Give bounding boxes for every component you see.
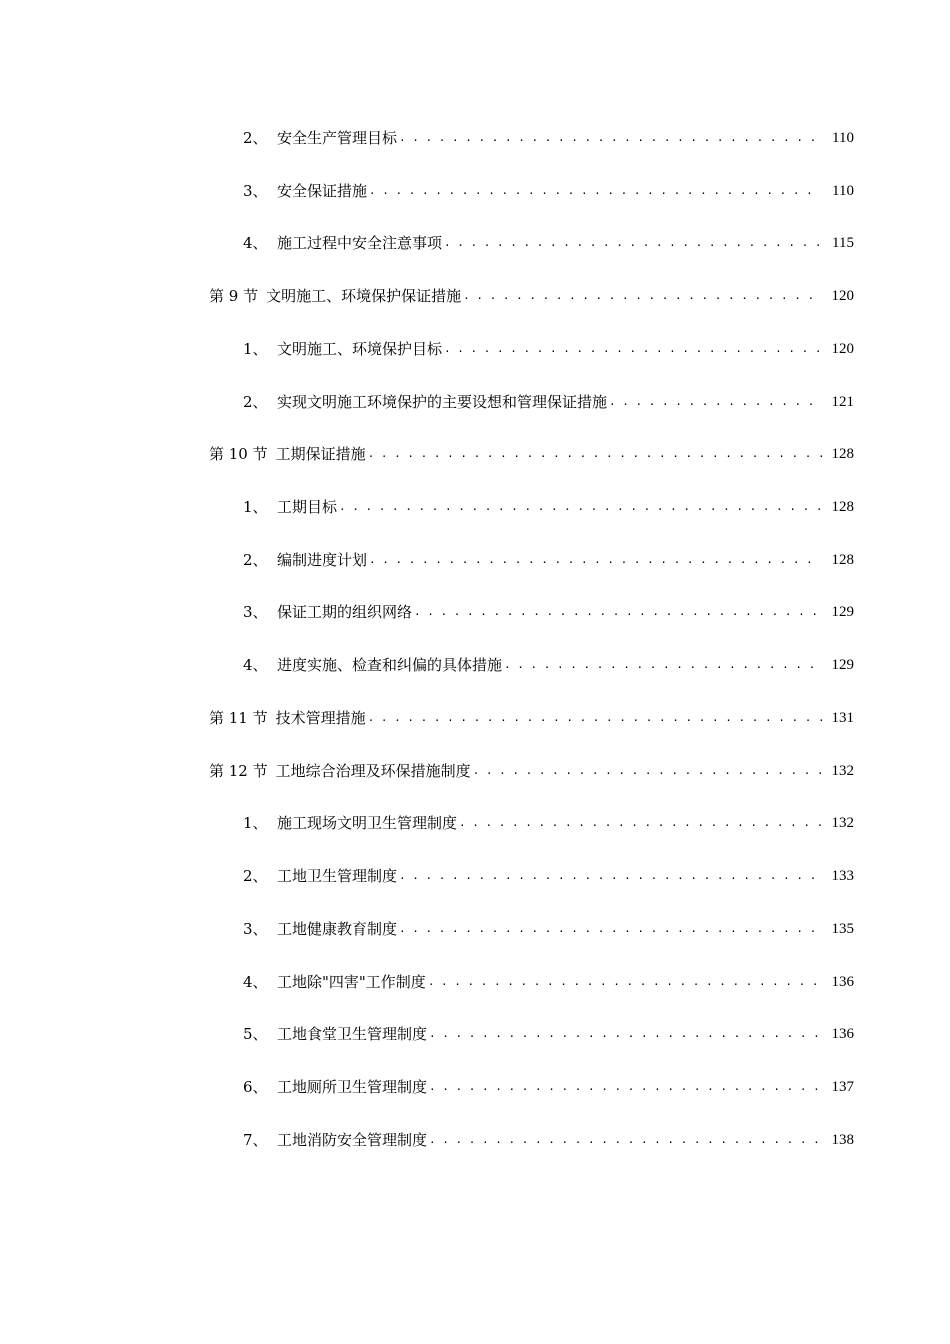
toc-entry-number: 2、 xyxy=(243,867,268,885)
toc-entry[interactable] xyxy=(0,811,950,835)
toc-section-number: 第 9 节 xyxy=(209,287,259,305)
toc-entry-number: 2、 xyxy=(243,129,268,147)
toc-entry[interactable] xyxy=(0,1075,950,1099)
toc-entry-page: 129 xyxy=(831,604,854,620)
toc-entry-title: 施工现场文明卫生管理制度 xyxy=(277,814,458,832)
dot-leader xyxy=(428,970,822,994)
toc-entry-number: 4、 xyxy=(243,234,268,252)
toc-entry-number: 4、 xyxy=(243,973,268,991)
dot-leader xyxy=(368,706,822,730)
toc-entry[interactable] xyxy=(0,970,950,994)
dot-leader xyxy=(369,548,822,572)
toc-entry-page: 115 xyxy=(832,235,854,251)
dot-leader xyxy=(444,231,822,255)
toc-entry-page: 136 xyxy=(831,974,854,990)
toc-entry[interactable] xyxy=(0,706,950,730)
toc-entry-number: 3、 xyxy=(243,182,268,200)
toc-entry-title: 文明施工、环境保护目标 xyxy=(277,340,443,358)
toc-entry-page: 136 xyxy=(831,1026,854,1042)
dot-leader xyxy=(399,126,822,150)
toc-section-number: 第 11 节 xyxy=(209,709,268,727)
toc-entry-page: 120 xyxy=(831,341,854,357)
toc-entry-title: 编制进度计划 xyxy=(277,551,368,569)
toc-entry[interactable] xyxy=(0,442,950,466)
toc-entry-page: 131 xyxy=(831,710,854,726)
toc-entry[interactable] xyxy=(0,1128,950,1152)
toc-entry-number: 7、 xyxy=(243,1131,268,1149)
toc-entry-page: 129 xyxy=(831,657,854,673)
toc-section-number: 第 12 节 xyxy=(209,762,268,780)
dot-leader xyxy=(339,495,822,519)
dot-leader xyxy=(429,1128,822,1152)
toc-entry-page: 133 xyxy=(831,868,854,884)
dot-leader xyxy=(504,653,822,677)
toc-entry-title: 安全保证措施 xyxy=(277,182,368,200)
toc-entry[interactable] xyxy=(0,284,950,308)
toc-entry[interactable] xyxy=(0,600,950,624)
toc-entry-number: 2、 xyxy=(243,393,268,411)
dot-leader xyxy=(414,600,822,624)
toc-entry-title: 工地消防安全管理制度 xyxy=(277,1131,428,1149)
toc-entry-number: 3、 xyxy=(243,603,268,621)
dot-leader xyxy=(429,1075,822,1099)
toc-entry-title: 安全生产管理目标 xyxy=(277,129,398,147)
dot-leader xyxy=(399,917,822,941)
toc-entry-title: 进度实施、检查和纠偏的具体措施 xyxy=(277,656,503,674)
toc-entry-page: 128 xyxy=(831,499,854,515)
toc-entry-number: 1、 xyxy=(243,498,268,516)
toc-entry-title: 施工过程中安全注意事项 xyxy=(277,234,443,252)
toc-entry-number: 5、 xyxy=(243,1025,268,1043)
toc-entry[interactable] xyxy=(0,390,950,414)
toc-entry-page: 132 xyxy=(831,815,854,831)
dot-leader xyxy=(459,811,822,835)
toc-entry[interactable] xyxy=(0,231,950,255)
toc-entry-number: 2、 xyxy=(243,551,268,569)
toc-entry-title: 技术管理措施 xyxy=(275,709,366,727)
dot-leader xyxy=(463,284,822,308)
toc-entry-title: 工期目标 xyxy=(277,498,338,516)
toc-entry-number: 4、 xyxy=(243,656,268,674)
toc-entry-number: 1、 xyxy=(243,340,268,358)
toc-entry-title: 文明施工、环境保护保证措施 xyxy=(266,287,462,305)
toc-entry[interactable] xyxy=(0,179,950,203)
toc-entry-page: 132 xyxy=(831,763,854,779)
toc-entry-title: 工期保证措施 xyxy=(275,445,366,463)
toc-entry-page: 138 xyxy=(831,1132,854,1148)
toc-entry-title: 保证工期的组织网络 xyxy=(277,603,413,621)
toc-entry-title: 工地食堂卫生管理制度 xyxy=(277,1025,428,1043)
toc-entry[interactable] xyxy=(0,759,950,783)
toc-entry-number: 3、 xyxy=(243,920,268,938)
dot-leader xyxy=(369,179,822,203)
toc-entry-title: 工地综合治理及环保措施制度 xyxy=(275,762,471,780)
toc-entry[interactable] xyxy=(0,548,950,572)
dot-leader xyxy=(473,759,822,783)
dot-leader xyxy=(399,864,822,888)
toc-entry-title: 工地厕所卫生管理制度 xyxy=(277,1078,428,1096)
toc-entry-number: 6、 xyxy=(243,1078,268,1096)
toc-entry[interactable] xyxy=(0,1022,950,1046)
toc-entry[interactable] xyxy=(0,917,950,941)
toc-entry-page: 121 xyxy=(831,394,854,410)
toc-entry-page: 135 xyxy=(831,921,854,937)
toc-entry-page: 120 xyxy=(831,288,854,304)
toc-entry[interactable] xyxy=(0,495,950,519)
toc-entry-title: 工地卫生管理制度 xyxy=(277,867,398,885)
toc-entry-number: 1、 xyxy=(243,814,268,832)
toc-entry-page: 110 xyxy=(832,130,854,146)
dot-leader xyxy=(609,390,822,414)
dot-leader xyxy=(444,337,822,361)
toc-entry-page: 128 xyxy=(831,446,854,462)
toc-entry[interactable] xyxy=(0,653,950,677)
toc-section-number: 第 10 节 xyxy=(209,445,268,463)
toc-entry-title: 工地健康教育制度 xyxy=(277,920,398,938)
toc-entry-page: 128 xyxy=(831,552,854,568)
dot-leader xyxy=(429,1022,822,1046)
toc-entry[interactable] xyxy=(0,337,950,361)
toc-entry-title: 工地除"四害"工作制度 xyxy=(277,973,426,991)
toc-entry[interactable] xyxy=(0,126,950,150)
dot-leader xyxy=(368,442,822,466)
toc-entry-page: 137 xyxy=(831,1079,854,1095)
toc-entry[interactable] xyxy=(0,864,950,888)
toc-entry-page: 110 xyxy=(832,183,854,199)
toc-entry-title: 实现文明施工环境保护的主要设想和管理保证措施 xyxy=(277,393,608,411)
